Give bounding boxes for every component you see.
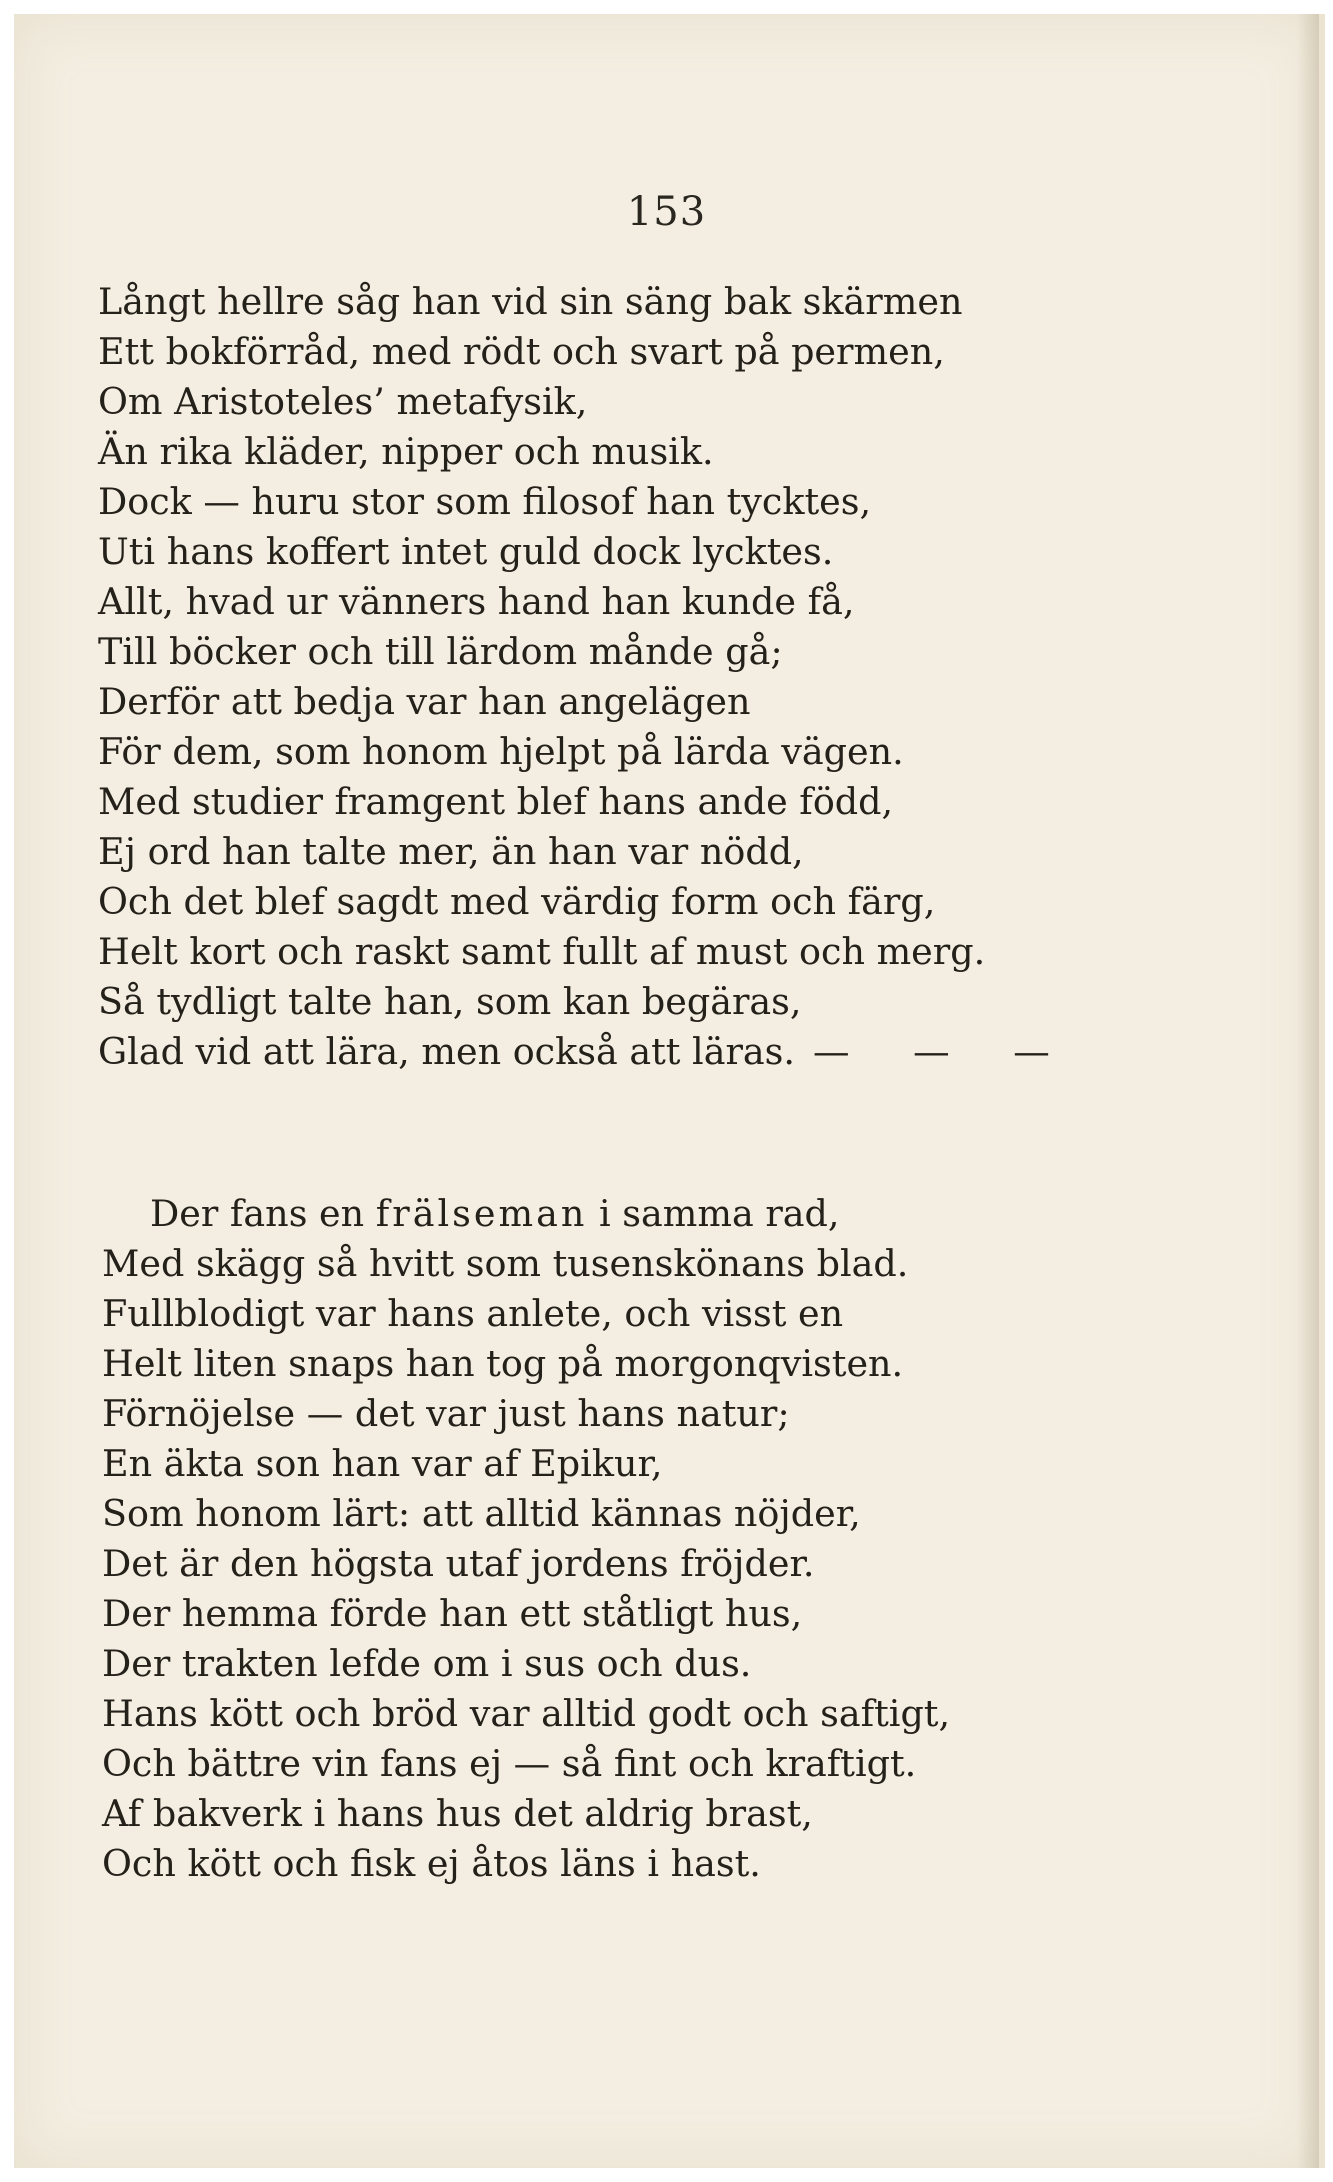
verse-line: Långt hellre såg han vid sin säng bak skärmen <box>98 280 963 323</box>
verse-line: Än rika kläder, nipper och musik. <box>98 430 714 473</box>
verse-line-text: Glad vid att lära, men också att läras. <box>98 1030 795 1073</box>
verse-line: Det är den högsta utaf jordens fröjder. <box>102 1542 815 1585</box>
verse-text: i samma rad, <box>587 1192 840 1235</box>
verse-line: Och bättre vin fans ej — så fint och kraftigt. <box>102 1742 917 1785</box>
page-binding-shadow <box>1297 14 1319 2168</box>
verse-line: Uti hans koffert intet guld dock lycktes. <box>98 530 834 573</box>
verse-line: Hans kött och bröd var alltid godt och saftigt, <box>102 1692 951 1735</box>
section-break-dashes: — — — <box>813 1030 1076 1073</box>
verse-line: Ej ord han talte mer, än han var nödd, <box>98 830 804 873</box>
verse-line: Derför att bedja var han angelägen <box>98 680 751 723</box>
stanza-1 <box>98 277 1076 1077</box>
verse-line: Allt, hvad ur vänners hand han kunde få, <box>98 580 855 623</box>
verse-line: Ett bokförråd, med rödt och svart på permen, <box>98 330 945 373</box>
verse-line: Helt liten snaps han tog på morgonqvisten. <box>102 1342 904 1385</box>
verse-line: Med studier framgent blef hans ande född, <box>98 780 894 823</box>
stanza-2 <box>102 1189 950 1889</box>
verse-line: Der trakten lefde om i sus och dus. <box>102 1642 752 1685</box>
book-page <box>14 14 1325 2168</box>
verse-line: Och kött och fisk ej åtos läns i hast. <box>102 1842 761 1885</box>
verse-line: Om Aristoteles’ metafysik, <box>98 380 588 423</box>
verse-line: Af bakverk i hans hus det aldrig brast, <box>102 1792 813 1835</box>
verse-line: En äkta son han var af Epikur, <box>102 1442 663 1485</box>
verse-line: Till böcker och till lärdom månde gå; <box>98 630 783 673</box>
verse-line: Helt kort och raskt samt fullt af must och merg. <box>98 930 986 973</box>
spaced-emphasis-word: frälseman <box>375 1192 588 1235</box>
verse-line: Der hemma förde han ett ståtligt hus, <box>102 1592 803 1635</box>
verse-line-first <box>102 1189 950 1239</box>
verse-line: Fullblodigt var hans anlete, och visst en <box>102 1292 844 1335</box>
verse-line: Dock — huru stor som filosof han tycktes, <box>98 480 872 523</box>
verse-line: Och det blef sagdt med värdig form och färg, <box>98 880 936 923</box>
verse-line: Som honom lärt: att alltid kännas nöjder, <box>102 1492 861 1535</box>
verse-line: För dem, som honom hjelpt på lärda vägen. <box>98 730 904 773</box>
verse-line: Med skägg så hvitt som tusenskönans blad. <box>102 1242 909 1285</box>
verse-line: Så tydligt talte han, som kan begäras, <box>98 980 802 1023</box>
verse-text: Der fans en <box>150 1192 376 1235</box>
verse-line: Förnöjelse — det var just hans natur; <box>102 1392 790 1435</box>
verse-line-last <box>98 1027 1076 1077</box>
page-number: 153 <box>626 189 707 235</box>
